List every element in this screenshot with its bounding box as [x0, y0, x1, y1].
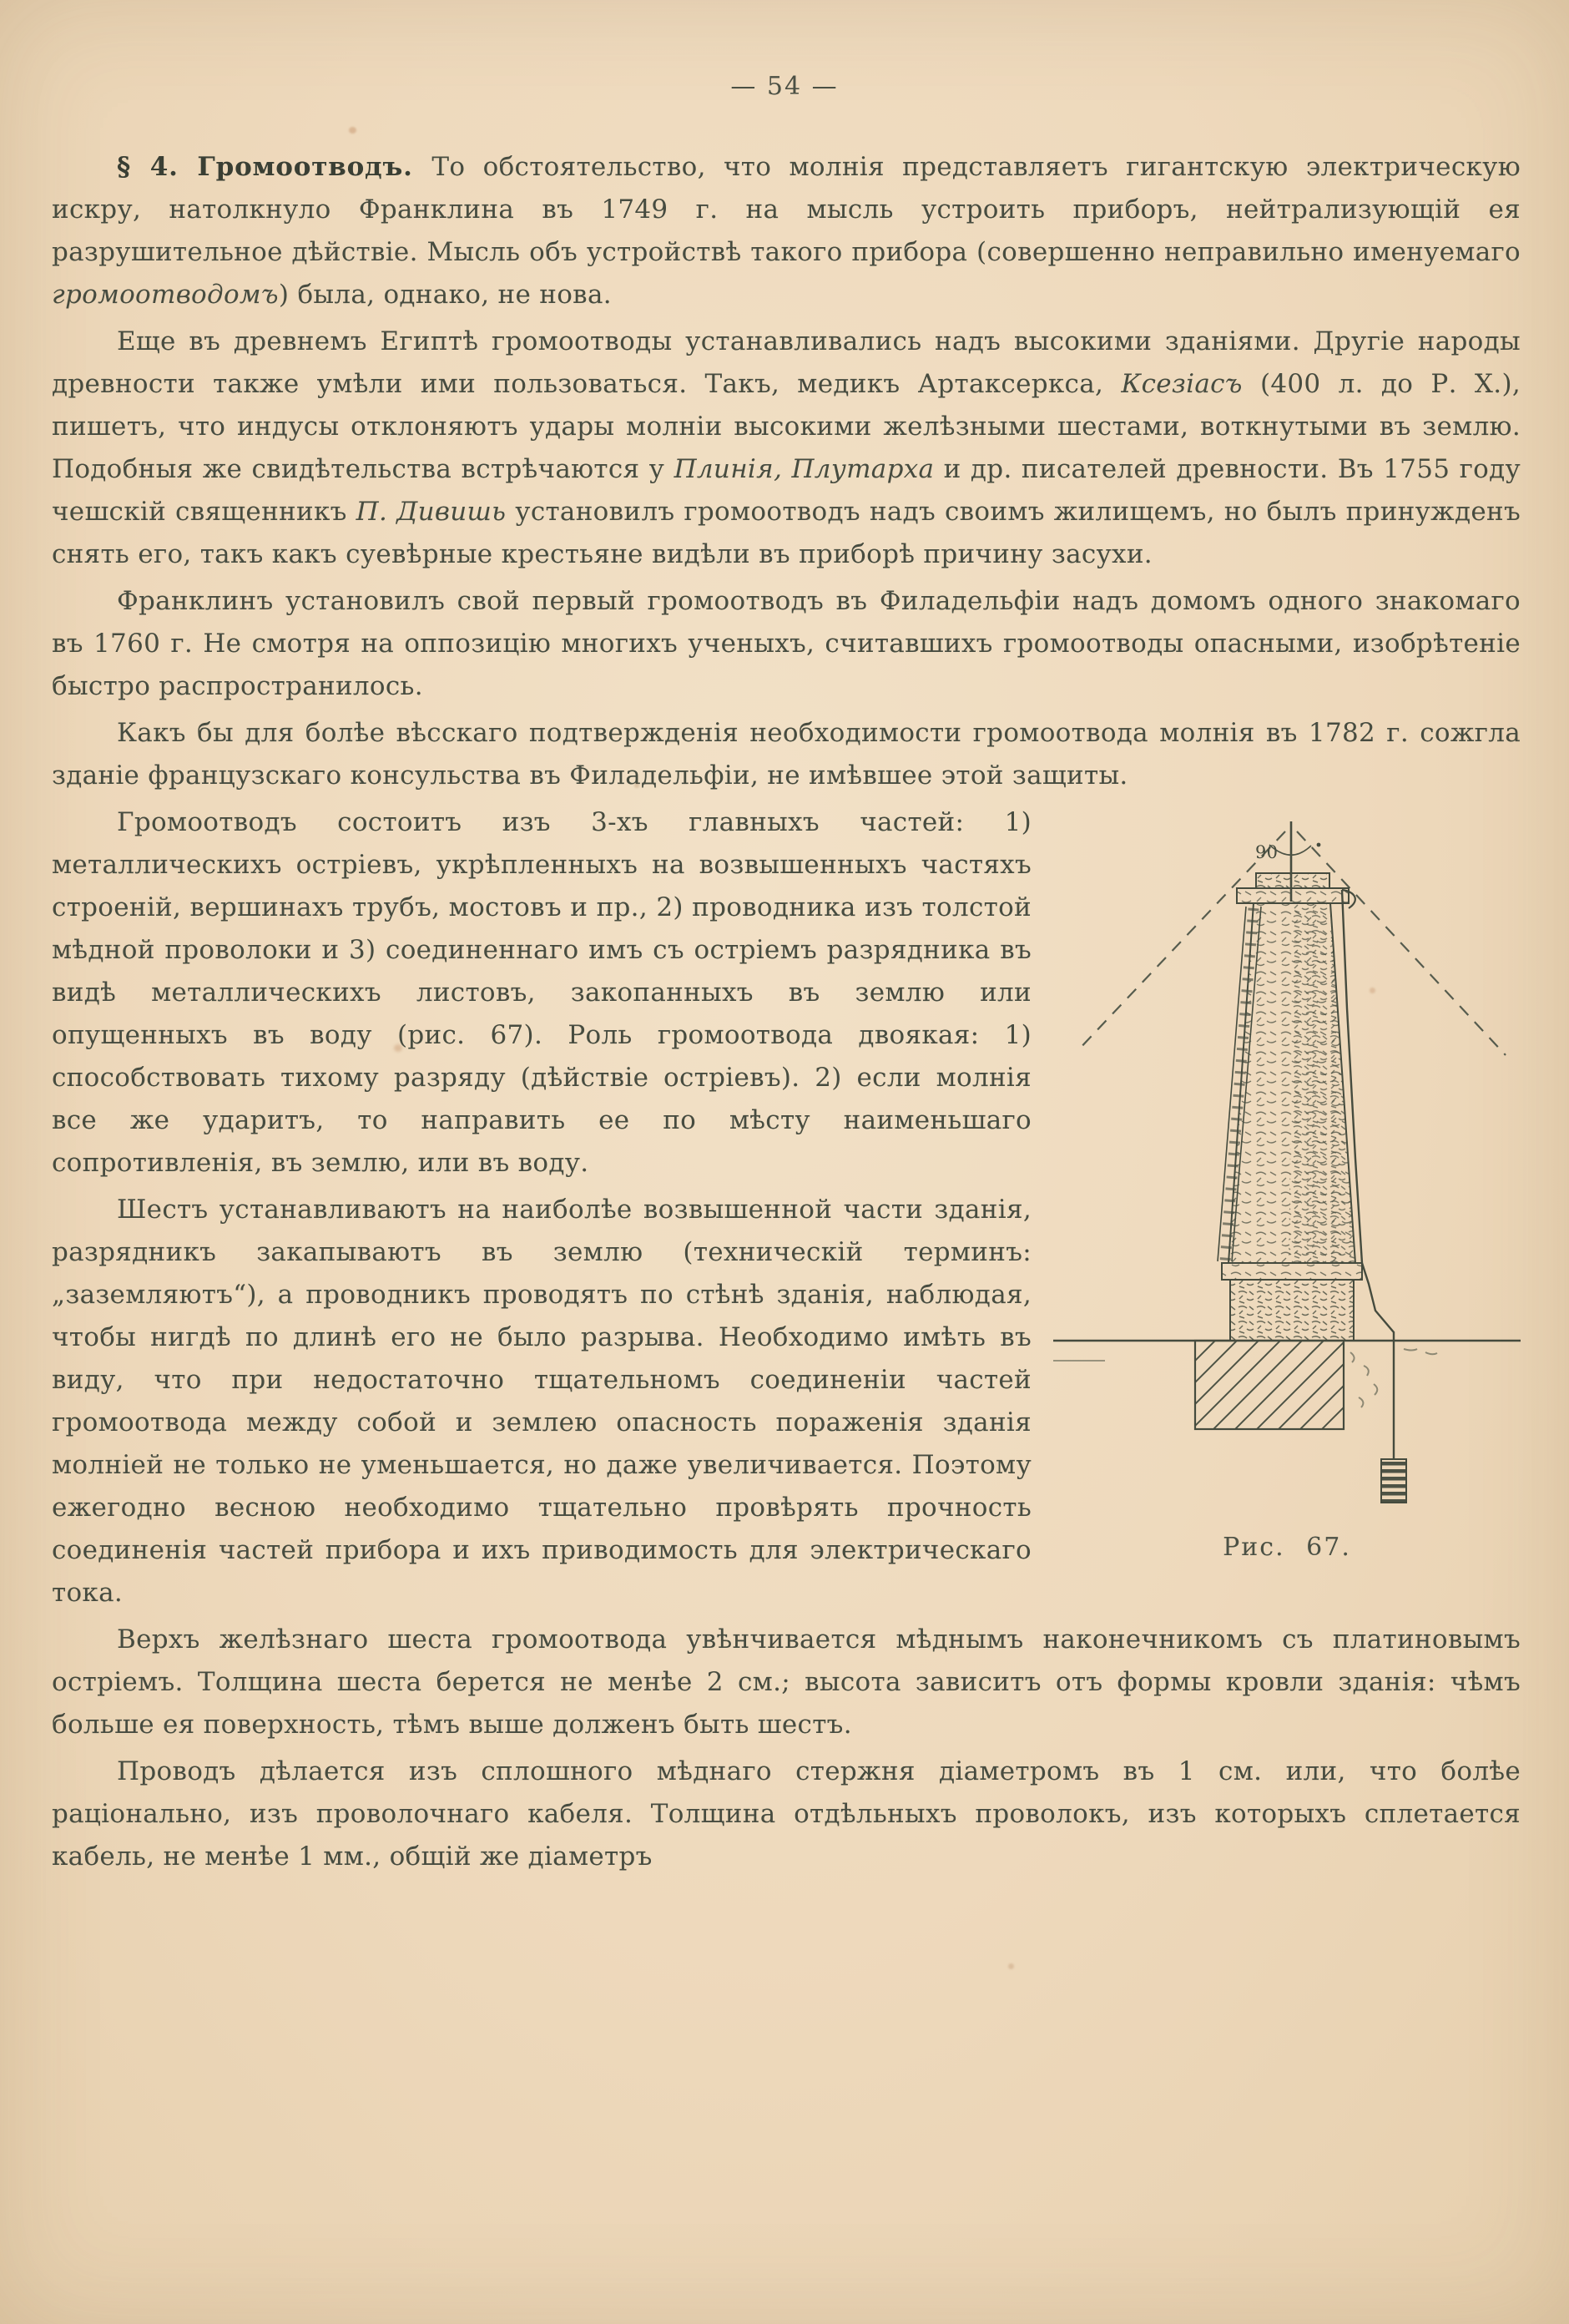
page-number: — 54 —: [730, 72, 839, 101]
base-cornice: [1222, 1263, 1362, 1280]
angle-label: 90: [1255, 842, 1279, 862]
text-run: Франклинъ установилъ свой первый громоотводъ въ Филадельфіи надъ домомъ одного знакомаго въ 1760 г. Не смотря на оппозицію многихъ ученыхъ, считавшихъ громоотводы опасными, изобрѣтеніе быстро распространилось.: [52, 586, 1521, 701]
chimney-cap-flange: [1237, 888, 1349, 903]
section-heading: § 4. Громоотводъ.: [117, 152, 432, 182]
text-block-top: [52, 146, 1521, 797]
earth-plate: [1381, 1459, 1406, 1503]
text-run: Проводъ дѣлается изъ сплошного мѣднаго стержня діаметромъ въ 1 см. или, что болѣе раціонально, изъ проволочнаго кабеля. Толщина отдѣльныхъ проволокъ, изъ которыхъ сплетается кабель, не менѣе 1 мм., общій же діаметръ: [52, 1756, 1521, 1872]
text-run: и др. писателей древности. Въ 1755 году чешскій священникъ: [52, 454, 1521, 527]
paragraph: [52, 712, 1521, 797]
paragraph: [52, 146, 1521, 316]
text-block-bottom: [52, 801, 1521, 1878]
paragraph: [52, 580, 1521, 708]
text-run: Еще въ древнемъ Египтѣ громоотводы устанавливались надъ высокими зданіями. Другіе народы древности также умѣли ими пользоваться. Такъ, медикъ Артаксеркса,: [52, 326, 1521, 399]
body-text: [52, 146, 1521, 1882]
text-run: Плинія, Плутарха: [674, 454, 935, 484]
text-run: Ксезіасъ: [1121, 369, 1243, 399]
text-run: Какъ бы для болѣе вѣсскаго подтвержденія необходимости громоотвода молнія въ 1782 г. сожгла зданіе французскаго консульства въ Филадельфіи, не имѣвшее этой защиты.: [52, 718, 1521, 791]
text-run: То обстоятельство, что молнія представляетъ гигантскую электрическую искру, натолкнуло Франклина въ 1749 г. на мысль устроить приборъ, нейтрализующій ея разрушительное дѣйствіе. Мысль объ устройствѣ такого прибора (совершенно неправильно именуемаго: [52, 152, 1521, 267]
text-run: Громоотводъ состоитъ изъ 3-хъ главныхъ частей: 1) металлическихъ остріевъ, укрѣпленныхъ на возвышенныхъ частяхъ строеній, вершинахъ трубъ, мостовъ и пр., 2) проводника изъ толстой мѣдной проволоки и 3) соединеннаго имъ съ остріемъ разрядника въ видѣ металлическихъ листовъ, закопанныхъ въ землю или опущенныхъ въ воду (рис. 67). Роль громоотвода двоякая: 1) способствовать тихому разряду (дѣйствіе остріевъ). 2) если молнія все же ударитъ, то направить ее по мѣсту наименьшаго сопротивленія, въ землю, или въ воду.: [52, 807, 1032, 1178]
text-run: (400 л. до Р. Х.), пишетъ, что индусы отклоняютъ удары молніи высокими желѣзными шестами, воткнутыми въ землю. Подобныя же свидѣтельства встрѣчаются у: [52, 369, 1521, 484]
text-run: громоотводомъ: [52, 280, 279, 310]
degree-dot: [1317, 843, 1321, 847]
text-run: установилъ громоотводъ надъ своимъ жилищемъ, но былъ принужденъ снять его, такъ какъ суевѣрные крестьяне видѣли въ приборѣ причину засухи.: [52, 497, 1521, 569]
figure-lightning-rod-chimney: [1053, 808, 1521, 1569]
text-run: ) была, однако, не нова.: [278, 280, 612, 310]
pedestal: [1230, 1280, 1354, 1341]
paragraph: [52, 1751, 1521, 1878]
chimney-illustration: [1053, 808, 1521, 1514]
figure-caption: Рис. 67.: [1223, 1533, 1351, 1562]
text-run: П. Дивишь: [356, 497, 507, 527]
chimney-crown: [1256, 873, 1329, 888]
paper-speck: [1008, 1963, 1014, 1969]
foundation-block: [1195, 1341, 1344, 1429]
paper-speck: [349, 127, 356, 134]
paragraph: [52, 1619, 1521, 1746]
text-run: Верхъ желѣзнаго шеста громоотвода увѣнчивается мѣднымъ наконечникомъ съ платиновымъ остріемъ. Толщина шеста берется не менѣе 2 см.; высота зависитъ отъ формы кровли зданія: чѣмъ больше ея поверхность, тѣмъ выше долженъ быть шестъ.: [52, 1624, 1521, 1740]
paragraph: [52, 321, 1521, 576]
text-run: Шестъ устанавливаютъ на наиболѣе возвышенной части зданія, разрядникъ закапываютъ въ землю (техническій терминъ: „заземляютъ“), а проводникъ проводятъ по стѣнѣ зданія, наблюдая, чтобы нигдѣ по длинѣ его не было разрыва. Необходимо имѣть въ виду, что при недостаточно тщательномъ соединеніи частей громоотвода между собой и землею опасность пораженія зданія молніей не только не уменьшается, но даже увеличивается. Поэтому ежегодно весною необходимо тщательно провѣрять прочность соединенія частей прибора и ихъ приводимость для электрическаго тока.: [52, 1195, 1032, 1608]
